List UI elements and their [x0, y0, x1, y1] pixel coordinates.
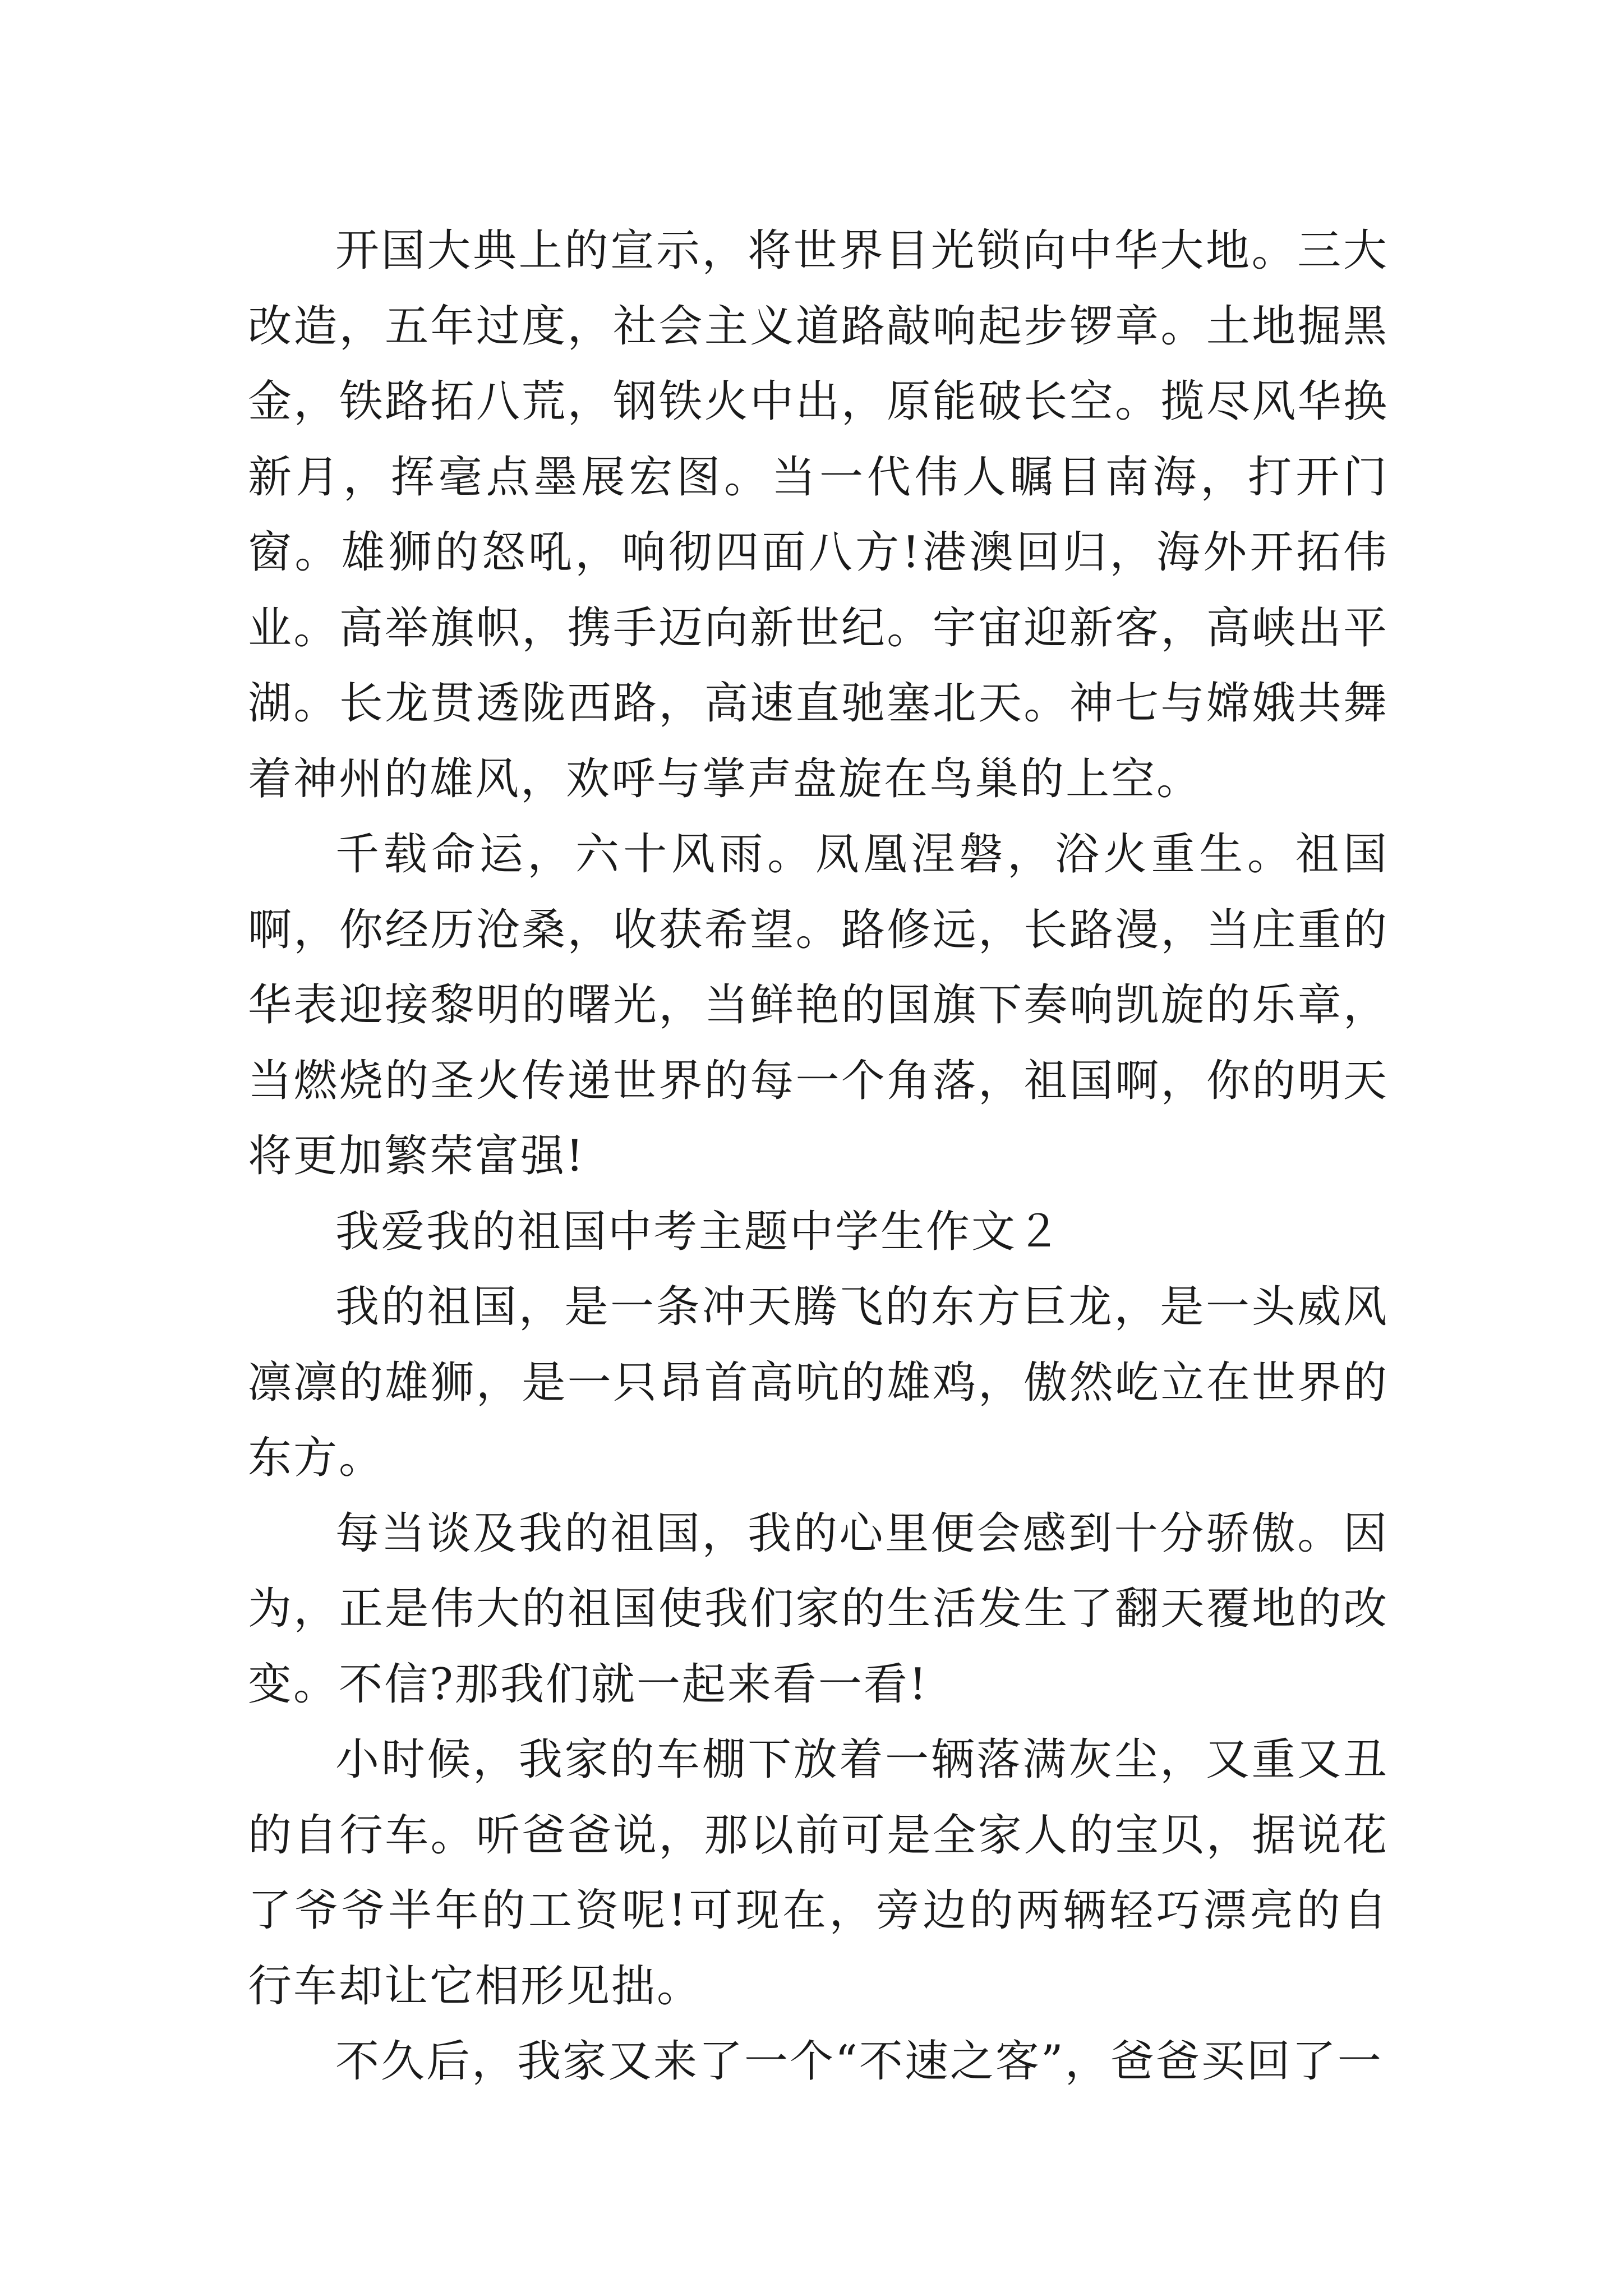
paragraph-2: 千载命运，六十风雨。凤凰涅磐，浴火重生。祖国啊，你经历沧桑，收获希望。路修远，长路漫，当庄重的华表迎接黎明的曙光，当鲜艳的国旗下奏响凯旋的乐章，当燃烧的圣火传递世界的每一个角落，祖国啊，你的明天将更加繁荣富强! [248, 829, 1389, 1181]
paragraph-4: 每当谈及我的祖国，我的心里便会感到十分骄傲。因为，正是伟大的祖国使我们家的生活发生了翻天覆地的改变。不信?那我们就一起来看一看! [248, 1508, 1389, 1710]
document-body [248, 213, 1389, 2100]
paragraph-5: 小时候，我家的车棚下放着一辆落满灰尘，又重又丑的自行车。听爸爸说，那以前可是全家人的宝贝，据说花了爷爷半年的工资呢!可现在，旁边的两辆轻巧漂亮的自行车却让它相形见拙。 [248, 1734, 1389, 2012]
paragraph-6: 不久后，我家又来了一个“不速之客”，爸爸买回了一 [335, 2036, 1383, 2087]
paragraph-1: 开国大典上的宣示，将世界目光锁向中华大地。三大改造，五年过度，社会主义道路敲响起步锣章。土地掘黑金，铁路拓八荒，钢铁火中出，原能破长空。揽尽风华换新月，挥毫点墨展宏图。当一代伟人瞩目南海，打开门窗。雄狮的怒吼，响彻四面八方!港澳回归，海外开拓伟业。高举旗帜，携手迈向新世纪。宇宙迎新客，高峡出平湖。长龙贯透陇西路，高速直驰塞北天。神七与嫦娥共舞着神州的雄风，欢呼与掌声盘旋在鸟巢的上空。 [248, 226, 1389, 804]
essay-title-2: 我爱我的祖国中考主题中学生作文２ [335, 1206, 1063, 1257]
paragraph-3: 我的祖国，是一条冲天腾飞的东方巨龙，是一头威风凛凛的雄狮，是一只昂首高吭的雄鸡，傲然屹立在世界的东方。 [248, 1282, 1389, 1483]
